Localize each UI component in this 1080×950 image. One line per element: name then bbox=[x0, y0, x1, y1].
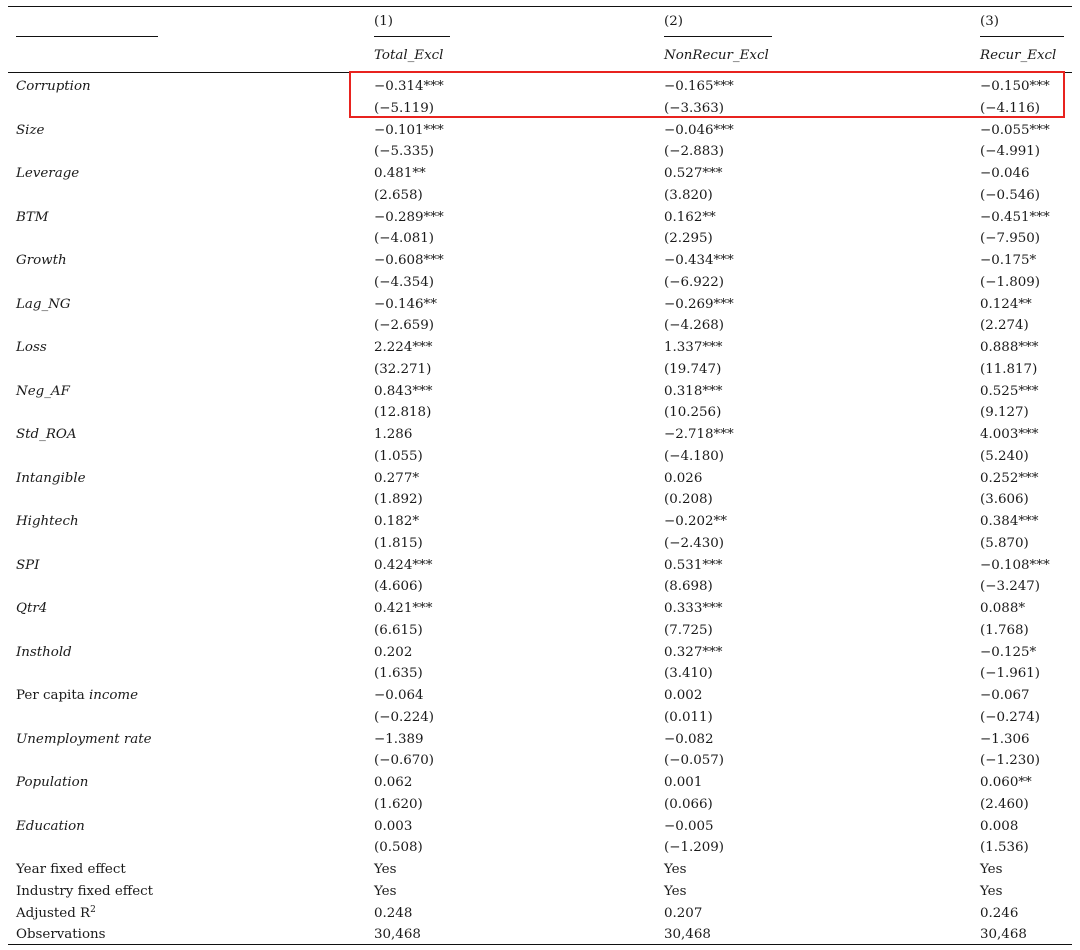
t-statistic-value: (−4.991) bbox=[980, 144, 1041, 160]
t-statistic-value: (−4.180) bbox=[664, 448, 725, 464]
variable-label: Education bbox=[16, 818, 85, 834]
footer-label-text: Year fixed effect bbox=[16, 862, 126, 877]
coefficient-value: 0.277* bbox=[374, 470, 420, 486]
variable-label: Neg_AF bbox=[16, 383, 70, 399]
variable-label: Insthold bbox=[16, 644, 72, 660]
variable-label: Leverage bbox=[16, 166, 80, 181]
coefficient-value: 1.286 bbox=[374, 427, 413, 442]
t-statistic-value: (12.818) bbox=[374, 405, 432, 421]
t-statistic-value: (−0.057) bbox=[664, 753, 725, 769]
variable-label-text-italic: income bbox=[88, 688, 139, 703]
t-statistic-value: (8.698) bbox=[664, 579, 713, 595]
t-statistic-value: (0.011) bbox=[664, 709, 713, 725]
variable-label: Intangible bbox=[16, 470, 86, 486]
footer-label-text: Adjusted R bbox=[16, 905, 91, 921]
coefficient-value: −2.718*** bbox=[664, 427, 734, 442]
coefficient-value: −0.125* bbox=[980, 644, 1037, 660]
coefficient-value: 0.424*** bbox=[374, 557, 433, 573]
variable-label-text: Per capita bbox=[16, 688, 89, 703]
t-statistic-value: (0.208) bbox=[664, 492, 713, 508]
footer-value: Yes bbox=[980, 862, 1003, 877]
coefficient-value: 0.162** bbox=[664, 209, 716, 225]
t-statistic-value: (−4.268) bbox=[664, 318, 725, 334]
t-statistic-value: (32.271) bbox=[374, 361, 432, 377]
t-statistic-value: (3.606) bbox=[980, 492, 1029, 508]
column-number: (2) bbox=[664, 14, 683, 29]
header-underline-col3 bbox=[980, 36, 1064, 37]
coefficient-value: −0.150*** bbox=[980, 79, 1050, 94]
column-number: (1) bbox=[374, 14, 393, 29]
variable-label: Qtr4 bbox=[16, 601, 48, 616]
variable-label: Population bbox=[16, 775, 89, 790]
footer-label-text: Observations bbox=[16, 927, 106, 943]
t-statistic-value: (−1.209) bbox=[664, 840, 725, 856]
column-label: NonRecur_Excl bbox=[664, 48, 769, 63]
t-statistic-value: (19.747) bbox=[664, 361, 722, 377]
top-rule bbox=[8, 6, 1072, 7]
t-statistic-value: (5.870) bbox=[980, 535, 1029, 551]
coefficient-value: −0.046 bbox=[980, 166, 1030, 181]
coefficient-value: 4.003*** bbox=[980, 427, 1039, 442]
coefficient-value: 0.481** bbox=[374, 166, 426, 181]
footer-value: Yes bbox=[374, 862, 397, 877]
coefficient-value: 0.026 bbox=[664, 470, 703, 486]
column-label: Recur_Excl bbox=[980, 48, 1057, 63]
t-statistic-value: (0.508) bbox=[374, 840, 423, 856]
coefficient-value: −0.202** bbox=[664, 514, 727, 529]
highlight-box bbox=[349, 71, 1065, 118]
t-statistic-value: (10.256) bbox=[664, 405, 722, 421]
footer-value: Yes bbox=[374, 883, 397, 899]
footer-label bbox=[16, 927, 106, 943]
t-statistic-value: (2.658) bbox=[374, 187, 423, 203]
coefficient-value: 0.062 bbox=[374, 775, 413, 790]
header-underline-col2 bbox=[664, 36, 772, 37]
footer-value: 30,468 bbox=[374, 927, 421, 943]
coefficient-value: −1.306 bbox=[980, 731, 1030, 747]
variable-label: SPI bbox=[16, 557, 40, 573]
coefficient-value: 0.182* bbox=[374, 514, 420, 529]
header-underline-label bbox=[16, 36, 158, 37]
coefficient-value: 0.421*** bbox=[374, 601, 433, 616]
t-statistic-value: (1.892) bbox=[374, 492, 423, 508]
t-statistic-value: (6.615) bbox=[374, 622, 423, 638]
t-statistic-value: (2.460) bbox=[980, 796, 1029, 812]
footer-value: 0.246 bbox=[980, 905, 1019, 921]
footer-value: 0.207 bbox=[664, 905, 703, 921]
coefficient-value: −0.101*** bbox=[374, 122, 444, 138]
footer-value: 0.248 bbox=[374, 905, 413, 921]
t-statistic-value: (2.274) bbox=[980, 318, 1029, 334]
t-statistic-value: (−4.116) bbox=[980, 100, 1041, 116]
coefficient-value: −0.067 bbox=[980, 688, 1030, 703]
coefficient-value: 0.888*** bbox=[980, 340, 1039, 355]
coefficient-value: −0.608*** bbox=[374, 253, 444, 268]
t-statistic-value: (−0.670) bbox=[374, 753, 435, 769]
regression-table bbox=[8, 0, 1072, 950]
coefficient-value: −0.064 bbox=[374, 688, 424, 703]
bottom-rule bbox=[8, 944, 1072, 945]
variable-label: Corruption bbox=[16, 79, 91, 94]
coefficient-value: 0.124** bbox=[980, 296, 1032, 312]
coefficient-value: 0.531*** bbox=[664, 557, 723, 573]
coefficient-value: −0.434*** bbox=[664, 253, 734, 268]
t-statistic-value: (1.620) bbox=[374, 796, 423, 812]
t-statistic-value: (−1.230) bbox=[980, 753, 1041, 769]
t-statistic-value: (1.536) bbox=[980, 840, 1029, 856]
coefficient-value: 2.224*** bbox=[374, 340, 433, 355]
variable-label: Std_ROA bbox=[16, 427, 77, 442]
t-statistic-value: (−7.950) bbox=[980, 231, 1041, 247]
t-statistic-value: (1.815) bbox=[374, 535, 423, 551]
t-statistic-value: (3.820) bbox=[664, 187, 713, 203]
coefficient-value: 0.525*** bbox=[980, 383, 1039, 399]
coefficient-value: 0.002 bbox=[664, 688, 703, 703]
t-statistic-value: (1.055) bbox=[374, 448, 423, 464]
coefficient-value: −0.175* bbox=[980, 253, 1037, 268]
t-statistic-value: (1.768) bbox=[980, 622, 1029, 638]
variable-label: Growth bbox=[16, 253, 67, 268]
coefficient-value: −0.005 bbox=[664, 818, 714, 834]
coefficient-value: −0.108*** bbox=[980, 557, 1050, 573]
header-underline-col1 bbox=[374, 36, 450, 37]
t-statistic-value: (−0.546) bbox=[980, 187, 1041, 203]
footer-value: 30,468 bbox=[664, 927, 711, 943]
variable-label: Lag_NG bbox=[16, 296, 71, 312]
footer-label bbox=[16, 884, 153, 900]
coefficient-value: −0.082 bbox=[664, 731, 714, 747]
coefficient-value: −0.289*** bbox=[374, 209, 444, 225]
coefficient-value: −0.046*** bbox=[664, 122, 734, 138]
t-statistic-value: (3.410) bbox=[664, 666, 713, 682]
t-statistic-value: (11.817) bbox=[980, 361, 1038, 377]
coefficient-value: −0.055*** bbox=[980, 122, 1050, 138]
footer-label-text: Industry fixed effect bbox=[16, 883, 154, 899]
variable-label: Size bbox=[16, 122, 45, 138]
t-statistic-value: (7.725) bbox=[664, 622, 713, 638]
coefficient-value: 0.001 bbox=[664, 775, 703, 790]
variable-label: BTM bbox=[16, 209, 49, 225]
footer-value: Yes bbox=[980, 883, 1003, 899]
footer-value: Yes bbox=[664, 883, 687, 899]
t-statistic-value: (−4.354) bbox=[374, 274, 435, 290]
t-statistic-value: (5.240) bbox=[980, 448, 1029, 464]
t-statistic-value: (−1.809) bbox=[980, 274, 1041, 290]
variable-label: Hightech bbox=[16, 514, 79, 529]
t-statistic-value: (2.295) bbox=[664, 231, 713, 247]
coefficient-value: 1.337*** bbox=[664, 340, 723, 355]
coefficient-value: 0.327*** bbox=[664, 644, 723, 660]
t-statistic-value: (4.606) bbox=[374, 579, 423, 595]
variable-label bbox=[16, 688, 138, 704]
coefficient-value: 0.202 bbox=[374, 644, 413, 660]
coefficient-value: −0.269*** bbox=[664, 296, 734, 312]
coefficient-value: 0.088* bbox=[980, 601, 1026, 616]
t-statistic-value: (0.066) bbox=[664, 796, 713, 812]
coefficient-value: 0.333*** bbox=[664, 601, 723, 616]
coefficient-value: 0.252*** bbox=[980, 470, 1039, 486]
column-label: Total_Excl bbox=[374, 48, 444, 63]
t-statistic-value: (−2.659) bbox=[374, 318, 435, 334]
coefficient-value: 0.527*** bbox=[664, 166, 723, 181]
coefficient-value: −0.314*** bbox=[374, 79, 444, 94]
superscript: 2 bbox=[90, 904, 96, 915]
coefficient-value: −1.389 bbox=[374, 731, 424, 747]
t-statistic-value: (−4.081) bbox=[374, 231, 435, 247]
t-statistic-value: (−1.961) bbox=[980, 666, 1041, 682]
coefficient-value: 0.060** bbox=[980, 775, 1032, 790]
coefficient-value: 0.843*** bbox=[374, 383, 433, 399]
coefficient-value: 0.008 bbox=[980, 818, 1019, 834]
t-statistic-value: (−0.224) bbox=[374, 709, 435, 725]
t-statistic-value: (−5.335) bbox=[374, 144, 435, 160]
footer-value: 30,468 bbox=[980, 927, 1027, 943]
coefficient-value: 0.384*** bbox=[980, 514, 1039, 529]
t-statistic-value: (−6.922) bbox=[664, 274, 725, 290]
coefficient-value: −0.146** bbox=[374, 296, 437, 312]
t-statistic-value: (1.635) bbox=[374, 666, 423, 682]
variable-label: Unemployment rate bbox=[16, 731, 152, 747]
t-statistic-value: (−2.883) bbox=[664, 144, 725, 160]
footer-label bbox=[16, 862, 126, 878]
t-statistic-value: (−3.247) bbox=[980, 579, 1041, 595]
coefficient-value: −0.451*** bbox=[980, 209, 1050, 225]
coefficient-value: 0.003 bbox=[374, 818, 413, 834]
t-statistic-value: (9.127) bbox=[980, 405, 1029, 421]
t-statistic-value: (−5.119) bbox=[374, 100, 435, 116]
t-statistic-value: (−2.430) bbox=[664, 535, 725, 551]
coefficient-value: −0.165*** bbox=[664, 79, 734, 94]
t-statistic-value: (−3.363) bbox=[664, 100, 725, 116]
footer-label bbox=[16, 906, 96, 922]
coefficient-value: 0.318*** bbox=[664, 383, 723, 399]
t-statistic-value: (−0.274) bbox=[980, 709, 1041, 725]
column-number: (3) bbox=[980, 14, 999, 29]
footer-value: Yes bbox=[664, 862, 687, 877]
variable-label: Loss bbox=[16, 340, 47, 355]
